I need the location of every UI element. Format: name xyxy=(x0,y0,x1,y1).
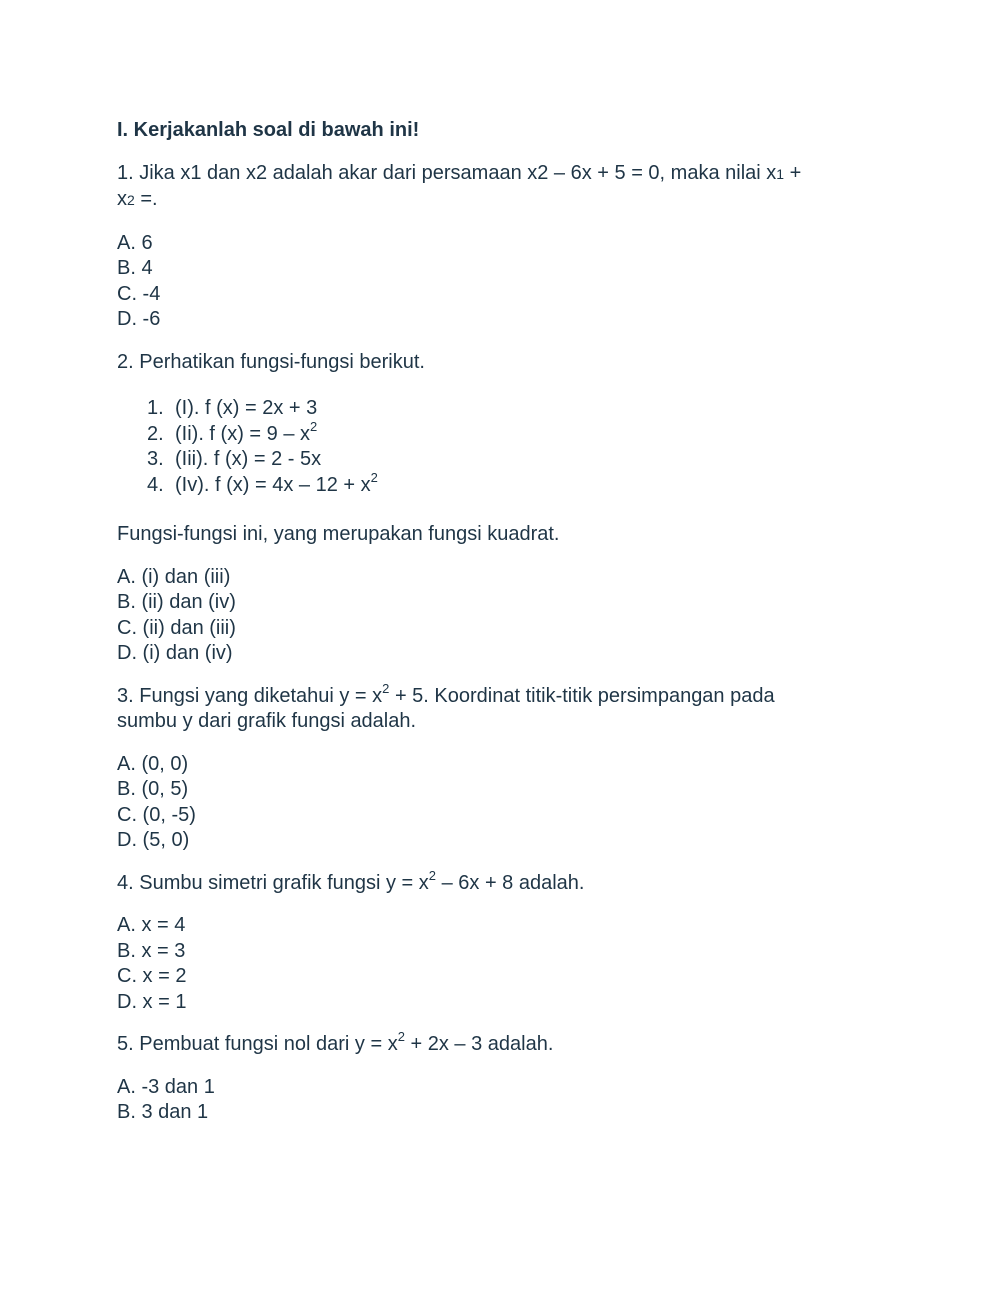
q3-text-c: sumbu y dari grafik fungsi adalah. xyxy=(117,710,417,732)
q2-statement-2-number: 2. xyxy=(147,422,164,445)
question-4-options xyxy=(117,913,897,1015)
q4-option-d[interactable]: D. x = 1 xyxy=(117,990,187,1013)
q2-statement-1-text: (I). f (x) = 2x + 3 xyxy=(175,397,318,419)
q3-option-c[interactable]: C. (0, -5) xyxy=(117,803,196,826)
question-2-prompt: Fungsi-fungsi ini, yang merupakan fungsi kuadrat. xyxy=(117,523,560,545)
q1-text-d: =. xyxy=(134,188,158,210)
q5-text-b: + 2x – 3 adalah. xyxy=(404,1033,554,1055)
question-3-text xyxy=(117,680,897,735)
q4-option-b[interactable]: B. x = 3 xyxy=(117,939,186,962)
question-2-text: 2. Perhatikan fungsi-fungsi berikut. xyxy=(117,350,425,373)
q2-statement-4-superscript: 2 xyxy=(370,469,378,485)
q4-superscript: 2 xyxy=(428,867,437,883)
q1-text-a: 1. Jika x1 dan x2 adalah akar dari persamaan x2 – 6x + 5 = 0, maka nilai x xyxy=(117,161,777,184)
q1-subscript-1: 1 xyxy=(776,165,785,182)
q1-option-a[interactable]: A. 6 xyxy=(117,231,153,254)
q2-statement-2-superscript: 2 xyxy=(310,418,318,434)
q2-statement-3-number: 3. xyxy=(147,448,164,470)
question-4-text xyxy=(117,867,897,897)
q3-option-d[interactable]: D. (5, 0) xyxy=(117,829,190,851)
q4-option-a[interactable]: A. x = 4 xyxy=(117,914,186,936)
question-5-options xyxy=(117,1075,897,1126)
q5-superscript: 2 xyxy=(397,1029,405,1045)
q3-text-b: + 5. Koordinat titik-titik persimpangan pada xyxy=(389,684,775,707)
q2-statement-3-text: (Iii). f (x) = 2 - 5x xyxy=(175,448,322,470)
q1-text-c: x xyxy=(117,188,127,210)
q2-option-d[interactable]: D. (i) dan (iv) xyxy=(117,642,233,664)
q2-statement-1 xyxy=(147,396,897,422)
q3-option-b[interactable]: B. (0, 5) xyxy=(117,778,189,800)
question-3-options xyxy=(117,752,897,854)
q3-option-a[interactable]: A. (0, 0) xyxy=(117,752,189,775)
q4-text-b: – 6x + 8 adalah. xyxy=(436,871,585,894)
question-1-options xyxy=(117,231,897,333)
q1-option-b[interactable]: B. 4 xyxy=(117,257,153,279)
q1-subscript-2: 2 xyxy=(127,192,135,208)
question-2-options xyxy=(117,565,897,667)
q1-option-c[interactable]: C. -4 xyxy=(117,282,161,305)
worksheet-page xyxy=(117,118,897,1143)
q2-statement-3 xyxy=(147,447,897,473)
q2-statement-4-text: (Iv). f (x) = 4x – 12 + x xyxy=(175,473,371,496)
q2-statement-1-number: 1. xyxy=(147,397,164,419)
q2-statement-2-text: (Ii). f (x) = 9 – x xyxy=(175,422,311,445)
q2-option-a[interactable]: A. (i) dan (iii) xyxy=(117,565,231,588)
q3-text-a: 3. Fungsi yang diketahui y = x xyxy=(117,684,383,707)
q2-statement-2 xyxy=(147,418,897,448)
q1-text-b: + xyxy=(784,161,802,184)
question-1-text xyxy=(117,161,897,214)
q3-superscript: 2 xyxy=(382,680,390,696)
q4-option-c[interactable]: C. x = 2 xyxy=(117,965,187,987)
question-2-statements xyxy=(117,396,897,498)
q5-text-a: 5. Pembuat fungsi nol dari y = x xyxy=(117,1033,398,1055)
q2-statement-4 xyxy=(147,469,897,499)
question-5-text xyxy=(117,1029,897,1058)
q2-option-c[interactable]: C. (ii) dan (iii) xyxy=(117,616,236,639)
q1-option-d[interactable]: D. -6 xyxy=(117,308,161,330)
q5-option-b[interactable]: B. 3 dan 1 xyxy=(117,1101,209,1123)
section-heading: I. Kerjakanlah soal di bawah ini! xyxy=(117,119,420,141)
q2-option-b[interactable]: B. (ii) dan (iv) xyxy=(117,591,236,613)
q4-text-a: 4. Sumbu simetri grafik fungsi y = x xyxy=(117,871,429,894)
q5-option-a[interactable]: A. -3 dan 1 xyxy=(117,1075,215,1098)
q2-statement-4-number: 4. xyxy=(147,473,164,496)
